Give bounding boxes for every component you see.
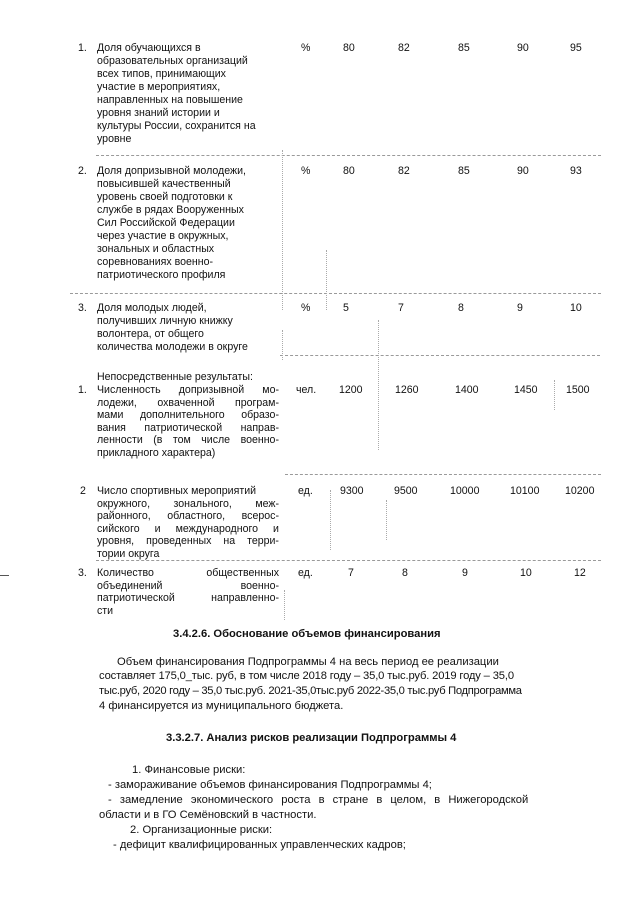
row-divider [285,474,601,475]
row-description-line: уровень своей подготовки к [97,191,233,203]
value-2018: 7 [348,567,354,579]
row-description-line: соревнованиях военно- [97,256,214,268]
value-2022: 12 [574,567,586,579]
value-2018: 5 [343,302,349,314]
paragraph-line-text: Объем финансирования Подпрограммы 4 на весь период ее реализации [117,656,499,668]
risk-subitem-continuation: области и в ГО Семёновский в частности. [99,809,317,821]
row-description-line: Доля обучающихся в [97,42,201,54]
column-trace [282,330,283,360]
row-description-line: Доля допризывной молодежи, [97,165,246,177]
risk-subitem: - замораживание объемов финансирования Подпрограммы 4; [108,779,432,791]
row-unit: ед. [298,485,313,497]
value-2021: 90 [517,165,529,177]
value-2020: 1400 [455,384,479,396]
row-number: 3. [78,567,87,579]
row-description-line: мами дополнительного образо- [97,409,279,422]
value-2021: 90 [517,42,529,54]
row-description-line: образовательных организаций [97,55,248,67]
value-2021: 10100 [510,485,540,497]
column-trace [378,320,379,450]
row-description-line: уровне [97,133,132,145]
row-description-line: Число спортивных мероприятий [97,485,257,497]
row-description-line: окружного, зонального, меж- [97,497,279,510]
section-heading-finance: 3.4.2.6. Обоснование объемов финансирования [173,628,441,640]
row-unit: % [301,302,311,314]
row-description-line: объединений военно- [97,579,279,592]
value-2022: 1500 [566,384,590,396]
value-2021: 1450 [514,384,538,396]
risk-subitem: - замедление экономического роста в стране в целом, в Нижегородской [108,794,529,806]
row-description-line: сти [97,604,114,617]
row-divider [96,560,601,561]
row-number: 3. [78,302,87,314]
value-2021: 10 [520,567,532,579]
value-2021: 9 [517,302,523,314]
row-description-line: лодежи, охваченной програм- [97,396,279,409]
paragraph-line: тыс.руб, 2020 году – 35,0 тыс.руб. 2021-35,0тыс.руб 2022-35,0 тыс.руб Подпрограмма [99,685,522,697]
row-description-line: службе в рядах Вооруженных [97,204,244,216]
risk-item-financial: 1. Финансовые риски: [132,764,246,776]
value-2018: 80 [343,42,355,54]
value-2019: 82 [398,42,410,54]
row-description-line: получивших личную книжку [97,315,233,327]
value-2018: 80 [343,165,355,177]
column-trace [386,500,387,540]
value-2019: 7 [398,302,404,314]
row-description [97,485,279,561]
value-2022: 93 [570,165,582,177]
risk-item-organizational: 2. Организационные риски: [130,824,273,836]
paragraph-line [99,655,589,670]
value-2020: 85 [458,165,470,177]
paragraph-line: 4 финансируется из муниципального бюджета. [99,700,344,712]
row-unit: % [301,165,311,177]
row-description-line: через участие в окружных, [97,230,229,242]
row-description-line: зональных и областных [97,243,215,255]
row-description-line: патриотического профиля [97,269,226,281]
row-description-line: Доля молодых людей, [97,302,207,314]
row-unit: % [301,42,311,54]
row-number: 2 [80,485,86,497]
row-description-line: направленных на повышение [97,94,243,106]
row-description [97,384,279,460]
value-2019: 9500 [394,485,418,497]
row-unit: чел. [296,384,317,396]
row-unit: ед. [298,567,313,579]
section-heading-risks: 3.3.2.7. Анализ рисков реализации Подпрограммы 4 [166,732,457,744]
column-trace [330,490,331,550]
value-2022: 10200 [565,485,595,497]
row-description-line: патриотической направленно- [97,592,279,605]
row-description-line: сийского и международного и [97,522,279,535]
row-description-line: тории округа [97,547,160,560]
finance-paragraph [99,655,589,670]
column-trace [282,150,283,310]
row-description-line: прикладного характера) [97,446,216,459]
column-trace [284,590,285,620]
value-2020: 8 [458,302,464,314]
row-description-line: ленности (в том числе военно- [97,434,279,447]
row-number: 2. [78,165,87,177]
column-trace [326,250,327,310]
row-number: 1. [78,42,87,54]
row-number: 1. [78,384,87,396]
row-description-line: уровня знаний истории и [97,107,220,119]
row-description-line: волонтера, от общего [97,328,204,340]
row-divider [96,155,601,156]
row-description-line: вания патриотической направ- [97,421,279,434]
value-2020: 9 [462,567,468,579]
row-divider [70,293,601,294]
value-2022: 95 [570,42,582,54]
row-description [97,567,279,617]
row-description-line: количества молодежи в округе [97,341,248,353]
column-trace [554,380,555,410]
value-2022: 10 [570,302,582,314]
row-divider [280,355,600,356]
row-description-line: уровня, проведенных на терри- [97,535,279,548]
direct-results-label: Непосредственные результаты: [97,371,253,383]
row-description-line: повысившей качественный [97,178,231,190]
row-description-line: культуры России, сохранится на [97,120,256,132]
row-description-line: участие в мероприятиях, [97,81,221,93]
row-description-line: всех типов, принимающих [97,68,226,80]
value-2018: 9300 [340,485,364,497]
paragraph-line: составляет 175,0_тыс. руб, в том числе 2018 году – 35,0 тыс.руб. 2019 году – 35,0 [99,670,514,682]
row-description-line: Сил Российской Федерации [97,217,235,229]
row-description-line: Количество общественных [97,567,279,579]
value-2020: 10000 [450,485,480,497]
value-2019: 82 [398,165,410,177]
risk-subitem: - дефицит квалифицированных управленческих кадров; [113,839,406,851]
value-2020: 85 [458,42,470,54]
margin-mark [0,575,9,576]
row-description-line: Численность допризывной мо- [97,384,279,396]
value-2018: 1200 [339,384,363,396]
value-2019: 8 [402,567,408,579]
value-2019: 1260 [395,384,419,396]
row-description-line: районного, областного, всерос- [97,510,279,523]
